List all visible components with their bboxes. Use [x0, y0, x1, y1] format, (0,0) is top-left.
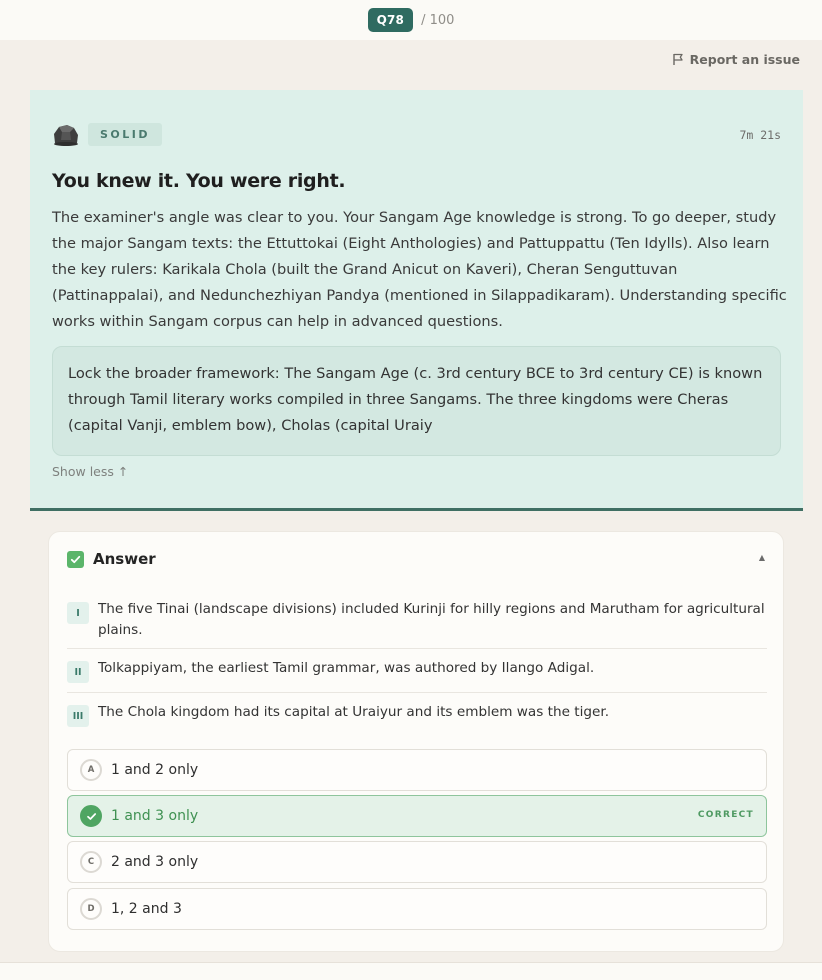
top-bar — [0, 0, 822, 40]
option-text: 1 and 2 only — [111, 762, 199, 778]
check-circle-icon — [80, 805, 102, 827]
time-spent: 7m 21s — [739, 128, 781, 142]
statement-item — [67, 599, 767, 641]
framework-text: Lock the broader framework: The Sangam Age (c. 3rd century BCE to 3rd century CE) is known through Tamil literary works compiled in three Sangams. The three kingdoms were Cheras (capital Vanji, emblem bow), Cholas (capital Uraiy — [68, 365, 763, 434]
option-b[interactable] — [67, 795, 767, 837]
feedback-title: You knew it. You were right. — [52, 170, 346, 192]
feedback-card — [30, 90, 803, 511]
collapse-icon[interactable]: ▲ — [758, 553, 765, 562]
question-total: / 100 — [421, 12, 455, 28]
option-d[interactable] — [67, 888, 767, 930]
option-letter: D — [80, 898, 102, 920]
answer-title: Answer — [93, 550, 156, 568]
framework-box — [52, 346, 781, 456]
question-number-badge: Q78 — [368, 8, 414, 32]
show-less-toggle[interactable]: Show less ↑ — [52, 464, 129, 479]
option-text: 2 and 3 only — [111, 854, 199, 870]
stone-icon — [52, 123, 80, 147]
option-c[interactable] — [67, 841, 767, 883]
statement-text: The five Tinai (landscape divisions) included Kurinji for hilly regions and Marutham for agricultural plains. — [98, 601, 765, 638]
option-letter: A — [80, 759, 102, 781]
bottom-bar — [0, 962, 822, 980]
checkmark-icon — [67, 551, 84, 568]
report-issue-link[interactable] — [672, 52, 800, 67]
divider — [67, 692, 767, 693]
option-text: 1 and 3 only — [111, 808, 199, 824]
statement-number: I — [67, 602, 89, 624]
statement-number: III — [67, 705, 89, 727]
statement-text: Tolkappiyam, the earliest Tamil grammar, was authored by Ilango Adigal. — [98, 660, 595, 676]
statement-item — [67, 702, 767, 727]
option-text: 1, 2 and 3 — [111, 901, 182, 917]
report-issue-label: Report an issue — [689, 52, 800, 67]
divider — [67, 648, 767, 649]
statement-item — [67, 658, 767, 683]
correct-tag: CORRECT — [697, 810, 754, 820]
answer-header[interactable] — [67, 550, 156, 568]
option-letter: C — [80, 851, 102, 873]
statement-text: The Chola kingdom had its capital at Uraiyur and its emblem was the tiger. — [98, 704, 610, 720]
answer-card — [48, 531, 784, 952]
feedback-body: The examiner's angle was clear to you. Your Sangam Age knowledge is strong. To go deeper, study the major Sangam texts: the Ettuttokai (Eight Anthologies) and Pattuppattu (Ten Idylls). Also learn the key rulers: Karikala Chola (built the Grand Anicut on Kaveri), Cheran Senguttuvan (Pattinappalai), and Nedunchezhiyan Pandya (mentioned in Silappadikaram). Understanding specific works within Sangam corpus can help in advanced questions. — [52, 209, 787, 330]
option-a[interactable] — [67, 749, 767, 791]
statement-number: II — [67, 661, 89, 683]
level-badge: SOLID — [88, 123, 162, 146]
flag-icon — [672, 53, 684, 66]
